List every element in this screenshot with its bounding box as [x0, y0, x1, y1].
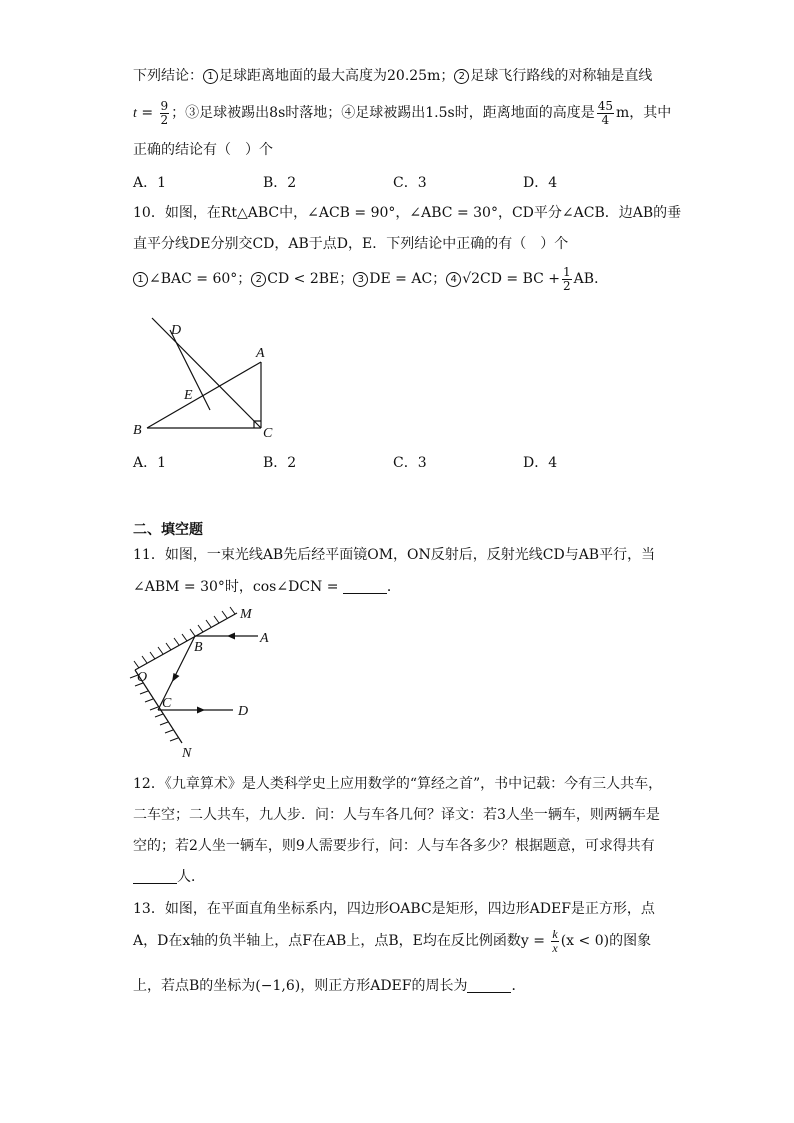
circled-4-icon: 4: [446, 272, 461, 287]
q11-mirror-figure: [125, 600, 285, 760]
q13-answer-blank[interactable]: [467, 978, 511, 993]
q10-option-b[interactable]: B．2: [263, 455, 297, 471]
label-d: D: [238, 704, 249, 719]
q12-line-2: 二车空；二人共车，九人步．问：人与车各几何？译文：若3人坐一辆车，则两辆车是: [133, 807, 660, 823]
label-o: O: [137, 670, 148, 685]
circled-1-icon: 1: [133, 272, 148, 287]
arrow-cd-icon: [197, 707, 205, 714]
q11-line-2: ∠ABM = 30°时，cos∠DCN = ．: [133, 579, 401, 595]
circled-2-icon: 2: [251, 272, 266, 287]
label-a: A: [256, 346, 265, 361]
q10-line-2: 直平分线DE分别交CD，AB于点D，E．下列结论中正确的有（ ）个: [133, 236, 569, 252]
q9-line-1: 下列结论： 1 足球距离地面的最大高度为20.25m； 2 足球飞行路线的对称轴是直线: [133, 68, 653, 84]
section-title-fill-blank: 二、填空题: [133, 522, 203, 538]
segment-dc: [152, 318, 261, 428]
q10-option-d[interactable]: D．4: [523, 455, 558, 471]
fraction-9-2: $\frac{9}{2}$: [160, 98, 169, 127]
arrow-ab-icon: [227, 633, 235, 640]
mirror-om-hatching: [134, 607, 235, 668]
label-b: B: [133, 423, 142, 438]
q11-answer-blank[interactable]: [343, 579, 387, 594]
q12-line-1: 12．《九章算术》是人类科学史上应用数学的“算经之首”，书中记载：今有三人共车，: [133, 776, 663, 792]
q9-option-d[interactable]: D．4: [523, 175, 558, 191]
circled-1-icon: 1: [203, 69, 218, 84]
q10-option-a[interactable]: A．1: [133, 455, 167, 471]
q11-line-1: 11．如图，一束光线AB先后经平面镜OM，ON反射后，反射光线CD与AB平行，当: [133, 547, 656, 563]
segment-ab: [147, 362, 261, 428]
fraction-45-4: $\frac{45}{4}$: [597, 98, 613, 127]
q13-line-1: 13．如图，在平面直角坐标系内，四边形OABC是矩形，四边形ADEF是正方形，点: [133, 901, 655, 917]
q13-line-3: 上，若点B的坐标为(−1,6)，则正方形ADEF的周长为 ．: [133, 978, 526, 994]
q9-options: [133, 172, 653, 192]
q13-line-2: A，D在x轴的负半轴上，点F在AB上，点B，E均在反比例函数y = $\frac{k}{x}$ (x < 0)的图象: [133, 926, 652, 955]
q10-options: [133, 452, 653, 472]
circled-3-icon: 3: [353, 272, 368, 287]
q9-option-b[interactable]: B．2: [263, 175, 297, 191]
q9-option-c[interactable]: C．3: [393, 175, 427, 191]
q12-line-3: 空的；若2人坐一辆车，则9人需要步行，问：人与车各多少？根据题意，可求得共有: [133, 838, 655, 854]
q10-option-c[interactable]: C．3: [393, 455, 427, 471]
arrow-bc-icon: [172, 673, 180, 682]
circled-2-icon: 2: [454, 69, 469, 84]
label-n: N: [182, 746, 192, 760]
q12-line-4: 人．: [133, 867, 205, 887]
q9-line-2: t = $\frac{9}{2}$ ；③足球被踢出8s时落地；④足球被踢出1.5s时，距离地面的高度是 $\frac{45}{4}$ m，其中: [133, 98, 672, 127]
fraction-1-2: $\frac{1}{2}$: [563, 264, 571, 293]
q10-line-1: 10．如图，在Rt△ABC中，∠ACB = 90°，∠ABC = 30°，CD平分∠ACB．边AB的垂: [133, 205, 682, 221]
fraction-k-x: $\frac{k}{x}$: [552, 926, 558, 955]
label-d: D: [171, 323, 182, 338]
q12-answer-blank[interactable]: [133, 869, 177, 884]
label-c: C: [162, 696, 172, 711]
mirror-om: [135, 613, 237, 670]
label-a: A: [260, 631, 269, 646]
q10-triangle-figure: [125, 310, 285, 445]
q9-option-a[interactable]: A．1: [133, 175, 167, 191]
label-b: B: [194, 640, 203, 655]
label-m: M: [240, 607, 252, 622]
q10-line-3: 1 ∠BAC = 60°； 2 CD < 2BE； 3 DE = AC； 4 √2CD = BC + $\frac{1}{2}$ AB．: [133, 264, 608, 294]
label-c: C: [263, 426, 273, 441]
q9-line-3: 正确的结论有（ ）个: [133, 142, 273, 158]
label-e: E: [184, 388, 193, 403]
